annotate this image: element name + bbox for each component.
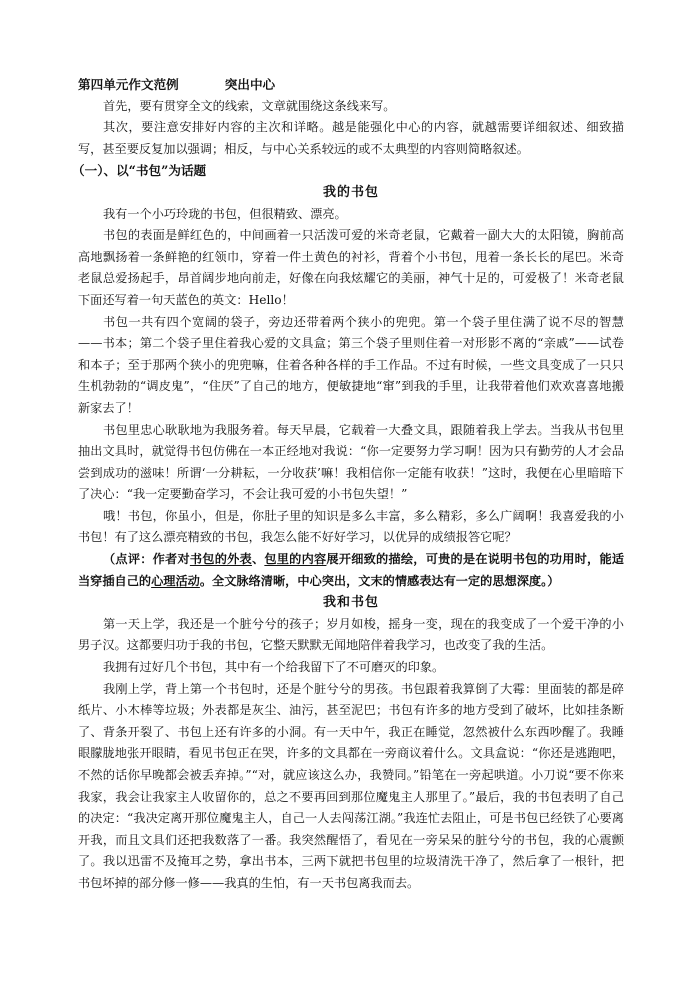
comment-underline: 心理活动	[151, 573, 200, 588]
comment-text: 展开细致的描绘，可贵的是在说明书包的功用时，能适当穿插自己的	[78, 552, 625, 588]
topic-subheading: （一）、以“书包”为话题	[72, 163, 207, 179]
document-page	[72, 74, 625, 895]
essay-1-title: 我的书包	[322, 184, 379, 200]
intro-paragraph-2: 其次，要注意安排好内容的主次和详略。越是能强化中心的内容，就越需要详细叙述、细致描写，甚至要反复加以强调；相反，与中心关系较远的或不太典型的内容则简略叙述。	[78, 120, 624, 156]
comment-text: 、	[251, 552, 265, 567]
essay-2-paragraph: 我拥有过好几个书包，其中有一个给我留下了不可磨灭的印象。	[103, 660, 445, 675]
intro-paragraph-1: 首先，要有贯穿全文的线索，文章就围绕这条线来写。	[103, 98, 396, 113]
comment-underline: 包里的内容	[264, 552, 327, 567]
essay-2-title: 我和书包	[322, 595, 379, 611]
unit-heading	[78, 74, 624, 96]
essay-1-comment	[78, 549, 624, 592]
essay-2-paragraph: 第一天上学，我还是一个脏兮兮的孩子；岁月如梭，摇身一变，现在的我变成了一个爱干净的小男子汉。这都要归功于我的书包，它整天默默无闻地陪伴着我学习，也改变了我的生活。	[78, 616, 624, 653]
essay-1-paragraph: 哦！书包，你虽小，但是，你肚子里的知识是多么丰富，多么精彩，多么广阔啊！我喜爱我的小书包！有了这么漂亮精致的书包，我怎么能不好好学习，以优异的成绩报答它呢？	[78, 508, 624, 545]
unit-heading-right: 突出中心	[224, 77, 276, 92]
essay-1-paragraph: 书包一共有四个宽阔的袋子，旁边还带着两个狭小的兜兜。第一个袋子里住满了说不尽的智慧——书本；第二个袋子里住着我心爱的文具盒；第三个袋子里则住着一对形影不离的“亲戚”——试卷和本子；至于那两个狭小的兜兜嘛，住着各种各样的手工作品。不过有时候，一些文具变成了一只只生机勃勃的“调皮鬼”，“住厌”了自己的地方，便敏捷地“窜”到我的手里，让我带着他们欢欢喜喜地搬新家去了！	[78, 314, 624, 415]
essay-1-paragraph: 书包里忠心耿耿地为我服务着。每天早晨，它载着一大叠文具，跟随着我上学去。当我从书包里抽出文具时，就觉得书包仿佛在一本正经地对我说：“你一定要努力学习啊！因为只有勤劳的人才会品尝到成功的滋味！所谓‘一分耕耘，一分收获’嘛！我相信你一定能有收获！”这时，我便在心里暗暗下了决心：“我一定要勤奋学习，不会让我可爱的小书包失望！”	[78, 422, 624, 502]
unit-heading-left: 第四单元作文范例	[78, 77, 179, 92]
comment-text: 。全文脉络清晰，中心突出，文末的情感表达有一定的思想深度。）	[199, 573, 560, 588]
comment-underline: 书包的外表	[189, 552, 252, 567]
essay-2-paragraph: 我刚上学，背上第一个书包时，还是个脏兮兮的男孩。书包跟着我算倒了大霉：里面装的都是碎纸片、小木棒等垃圾；外表都是灰尘、油污，甚至泥巴；书包有许多的地方受到了破坏，比如挂条断了、背条开裂了、书包上还有许多的小洞。有一天中午，我正在睡觉，忽然被什么东西吵醒了。我睡眼朦胧地张开眼睛，看见书包正在哭，许多的文具都在一旁商议着什么。文具盒说：“你还是逃跑吧，不然的话你早晚都会被丢弃掉。”“对，就应该这么办，我赞同。”铅笔在一旁起哄道。小刀说“要不你来我家，我会让我家主人收留你的，总之不要再回到那位魔鬼主人那里了。”最后，我的书包表明了自己的决定：“我决定离开那位魔鬼主人，自己一人去闯荡江湖。”我连忙去阻止，可是书包已经铁了心要离开我，而且文具们还把我数落了一番。我突然醒悟了，看见在一旁呆呆的脏兮兮的书包，我的心震颤了。我以迅雷不及掩耳之势，拿出书本，三两下就把书包里的垃圾清洗干净了，然后拿了一根针，把书包坏掉的部分修一修——我真的生怕，有一天书包离我而去。	[78, 681, 624, 890]
comment-text: （点评：作者对	[103, 552, 190, 567]
essay-1-paragraph: 我有一个小巧玲珑的书包，但很精致、漂亮。	[103, 206, 347, 221]
essay-1-paragraph: 书包的表面是鲜红色的，中间画着一只活泼可爱的米奇老鼠，它戴着一副大大的太阳镜，胸前高高地飘扬着一条鲜艳的红领巾，穿着一件土黄色的衬衫，背着个小书包，甩着一条长长的尾巴。米奇老鼠总爱扬起手，昂首阔步地向前走，好像在向我炫耀它的美丽，神气十足的，可爱极了！米奇老鼠下面还写着一句天蓝色的英文：Hello！	[78, 228, 624, 307]
